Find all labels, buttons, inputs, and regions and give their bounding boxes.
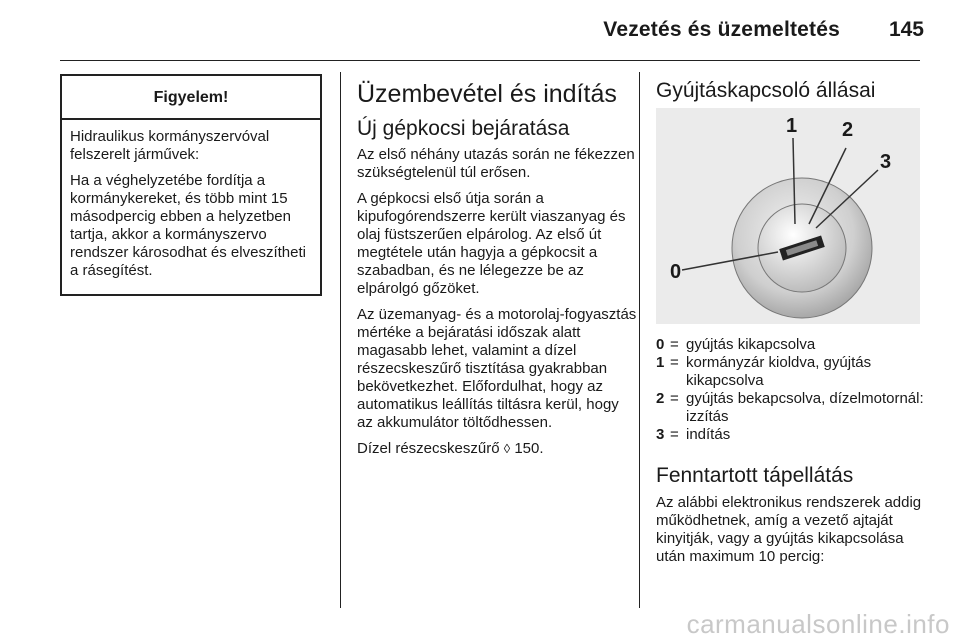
position-label-2: 2: [842, 119, 854, 141]
warning-title: Figyelem!: [62, 76, 320, 120]
cross-reference-page[interactable]: 150.: [514, 440, 544, 457]
legend-text: gyújtás kikapcsolva: [686, 336, 816, 353]
warning-box: [60, 74, 322, 296]
paragraph: Az üzemanyag- és a motorolaj-fogyasztás mértéke a bejáratási időszak alatt magasabb lehet, valamint a dízel részecskeszűrő tisztítása gyakrabban bekövetkezhet. Előfordulhat, hogy az automatikus leállítás tiltásra kerül, hogy az akkumulátor töltődhessen.: [357, 306, 637, 431]
reserve-heading: Fenntartott tápellátás: [656, 464, 854, 487]
ignition-switch-diagram: [656, 108, 920, 324]
legend-text: indítás: [686, 426, 731, 443]
watermark: carmanualsonline.info: [686, 609, 950, 639]
legend-equals: =: [670, 336, 679, 353]
section-heading: Üzembevétel és indítás: [357, 80, 617, 108]
middle-column: [357, 78, 637, 466]
warning-paragraph: Hidraulikus kormányszervóval felszerelt járművek:: [70, 128, 270, 163]
legend-key: 0: [656, 336, 665, 353]
position-label-0: 0: [670, 261, 682, 283]
legend-equals: =: [670, 390, 679, 407]
paragraph: Az első néhány utazás során ne fékezzen szükségtelenül túl erősen.: [357, 146, 635, 181]
reference-arrow-icon: ◊: [503, 441, 511, 456]
reserve-paragraph: Az alábbi elektronikus rendszerek addig működhetnek, amíg a vezető ajtaját kinyitják, vagy a gyújtás kikapcsolása után maximum 10 percig:: [656, 494, 922, 565]
legend-text: gyújtás bekapcsolva, dízelmotornál: izzítás: [686, 390, 924, 425]
warning-body: [62, 120, 320, 280]
right-column-header: [656, 78, 926, 104]
subsection-heading: Új gépkocsi bejáratása: [357, 117, 570, 140]
ignition-heading: Gyújtáskapcsoló állásai: [656, 79, 876, 102]
page-number: 145: [888, 18, 924, 41]
legend-text: kormányzár kioldva, gyújtás kikapcsolva: [686, 354, 872, 389]
legend-key: 1: [656, 354, 665, 371]
legend-item: [656, 426, 926, 444]
legend-item: [656, 336, 926, 354]
legend-key: 2: [656, 390, 665, 407]
warning-paragraph: Ha a véghelyzetébe fordítja a kormánykereket, és több mint 15 másodpercig ebben a helyzetben tartja, akkor a kormányszervo rendszer károsodhat és elveszítheti a rásegítést.: [70, 172, 306, 279]
legend-equals: =: [670, 426, 679, 443]
reserve-power-section: [656, 462, 926, 566]
legend-item: [656, 390, 926, 426]
legend-item: [656, 354, 926, 390]
cross-reference-text: Dízel részecskeszűrő: [357, 440, 500, 457]
ignition-legend: [656, 336, 926, 444]
header-title: Vezetés és üzemeltetés: [603, 18, 840, 41]
cross-reference: [357, 440, 637, 458]
column-divider-right: [639, 72, 640, 608]
legend-key: 3: [656, 426, 665, 443]
paragraph: A gépkocsi első útja során a kipufogórendszerre került viaszanyag és olaj füstszerűen elpárolog. Az első út megtétele után hagyja a gépkocsit a szabadban, és ne lélegezze be az elpárolgó gőzöket.: [357, 190, 626, 297]
legend-equals: =: [670, 354, 679, 371]
position-label-1: 1: [786, 115, 798, 137]
header-divider: [60, 60, 920, 61]
column-divider-left: [340, 72, 341, 608]
ignition-switch-illustration: [656, 108, 920, 324]
position-label-3: 3: [880, 151, 892, 173]
